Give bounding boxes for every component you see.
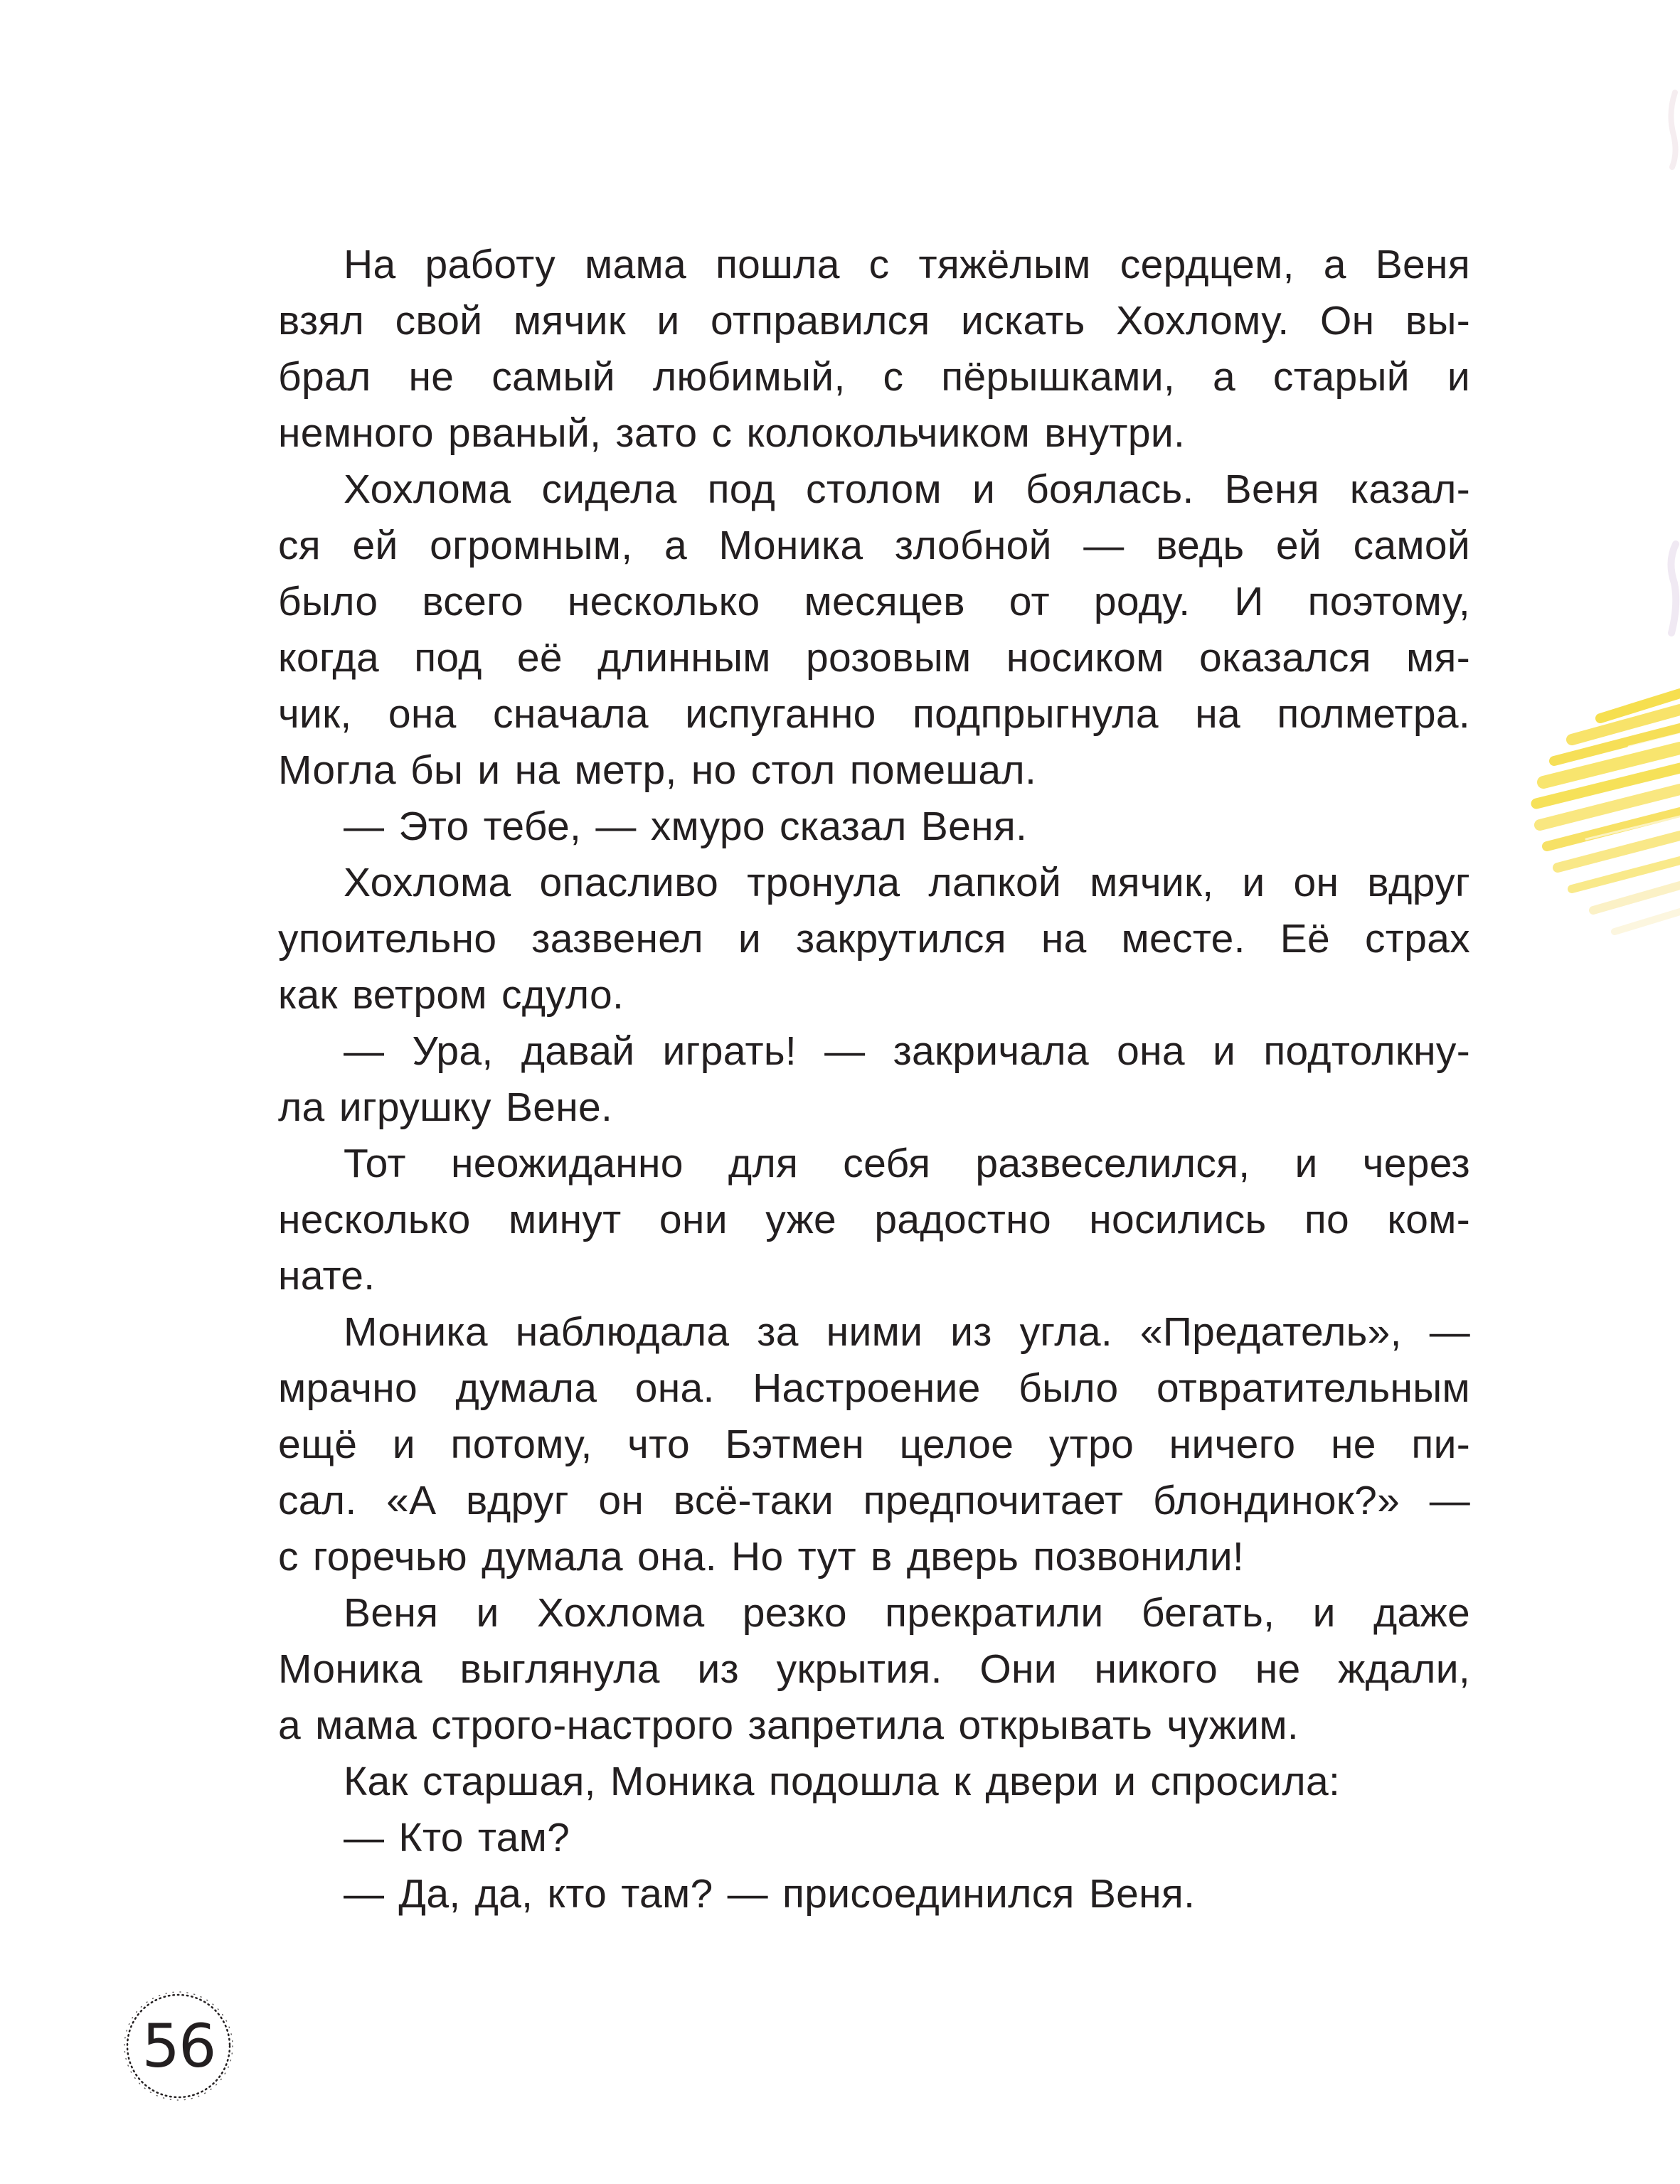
text-line: — Это тебе, — хмуро сказал Веня.	[344, 804, 1028, 849]
text-line: Могла бы и на метр, но стол помешал.	[278, 747, 1037, 793]
text-line: было всего несколько месяцев от роду. И поэтому,	[278, 579, 1470, 624]
text-line: Как старшая, Моника подошла к двери и спросила:	[344, 1759, 1341, 1804]
text-line: как ветром сдуло.	[278, 972, 624, 1018]
text-line: чик, она сначала испуганно подпрыгнула на полметра.	[278, 691, 1470, 737]
text-line: — Кто там?	[344, 1815, 570, 1860]
text-line: нате.	[278, 1253, 376, 1299]
text-line: ещё и потому, что Бэтмен целое утро ничего не пи-	[278, 1422, 1470, 1467]
text-line: несколько минут они уже радостно носились по ком-	[278, 1197, 1470, 1242]
text-line: сал. «А вдруг он всё-таки предпочитает блондинок?» —	[278, 1478, 1470, 1523]
story-text	[278, 237, 1470, 1922]
text-line: Моника наблюдала за ними из угла. «Предатель», —	[344, 1309, 1470, 1355]
text-line: взял свой мячик и отправился искать Хохлому. Он вы-	[278, 298, 1470, 343]
text-line: когда под её длинным розовым носиком оказался мя-	[278, 635, 1470, 681]
text-line: Тот неожиданно для себя развеселился, и через	[344, 1141, 1470, 1186]
page-number-badge	[118, 1986, 239, 2106]
text-line: ла игрушку Вене.	[278, 1085, 613, 1130]
text-line: Хохлома опасливо тронула лапкой мячик, и он вдруг	[344, 860, 1470, 905]
text-line: ся ей огромным, а Моника злобной — ведь ей самой	[278, 523, 1470, 568]
text-line: Хохлома сидела под столом и боялась. Веня казал-	[344, 467, 1470, 512]
text-line: немного рваный, зато с колокольчиком внутри.	[278, 410, 1186, 456]
decorative-yellow-brushstrokes	[1487, 654, 1680, 1010]
text-line: а мама строго-настрого запретила открывать чужим.	[278, 1703, 1299, 1748]
decorative-lilac-smudge	[1650, 540, 1680, 640]
decorative-pink-smudge	[1654, 85, 1680, 171]
text-line: брал не самый любимый, с пёрышками, а старый и	[278, 354, 1470, 400]
text-line: — Ура, давай играть! — закричала она и подтолкну-	[344, 1028, 1470, 1074]
text-line: На работу мама пошла с тяжёлым сердцем, а Веня	[344, 242, 1470, 287]
text-line: Веня и Хохлома резко прекратили бегать, и даже	[344, 1590, 1470, 1636]
text-line: с горечью думала она. Но тут в дверь позвонили!	[278, 1534, 1245, 1580]
text-line: упоительно зазвенел и закрутился на месте. Её страх	[278, 916, 1470, 962]
text-line: — Да, да, кто там? — присоединился Веня.	[344, 1871, 1196, 1917]
page-number: 56	[142, 2011, 216, 2081]
text-line: мрачно думала она. Настроение было отвратительным	[278, 1365, 1470, 1411]
text-line: Моника выглянула из укрытия. Они никого не ждали,	[278, 1646, 1470, 1692]
